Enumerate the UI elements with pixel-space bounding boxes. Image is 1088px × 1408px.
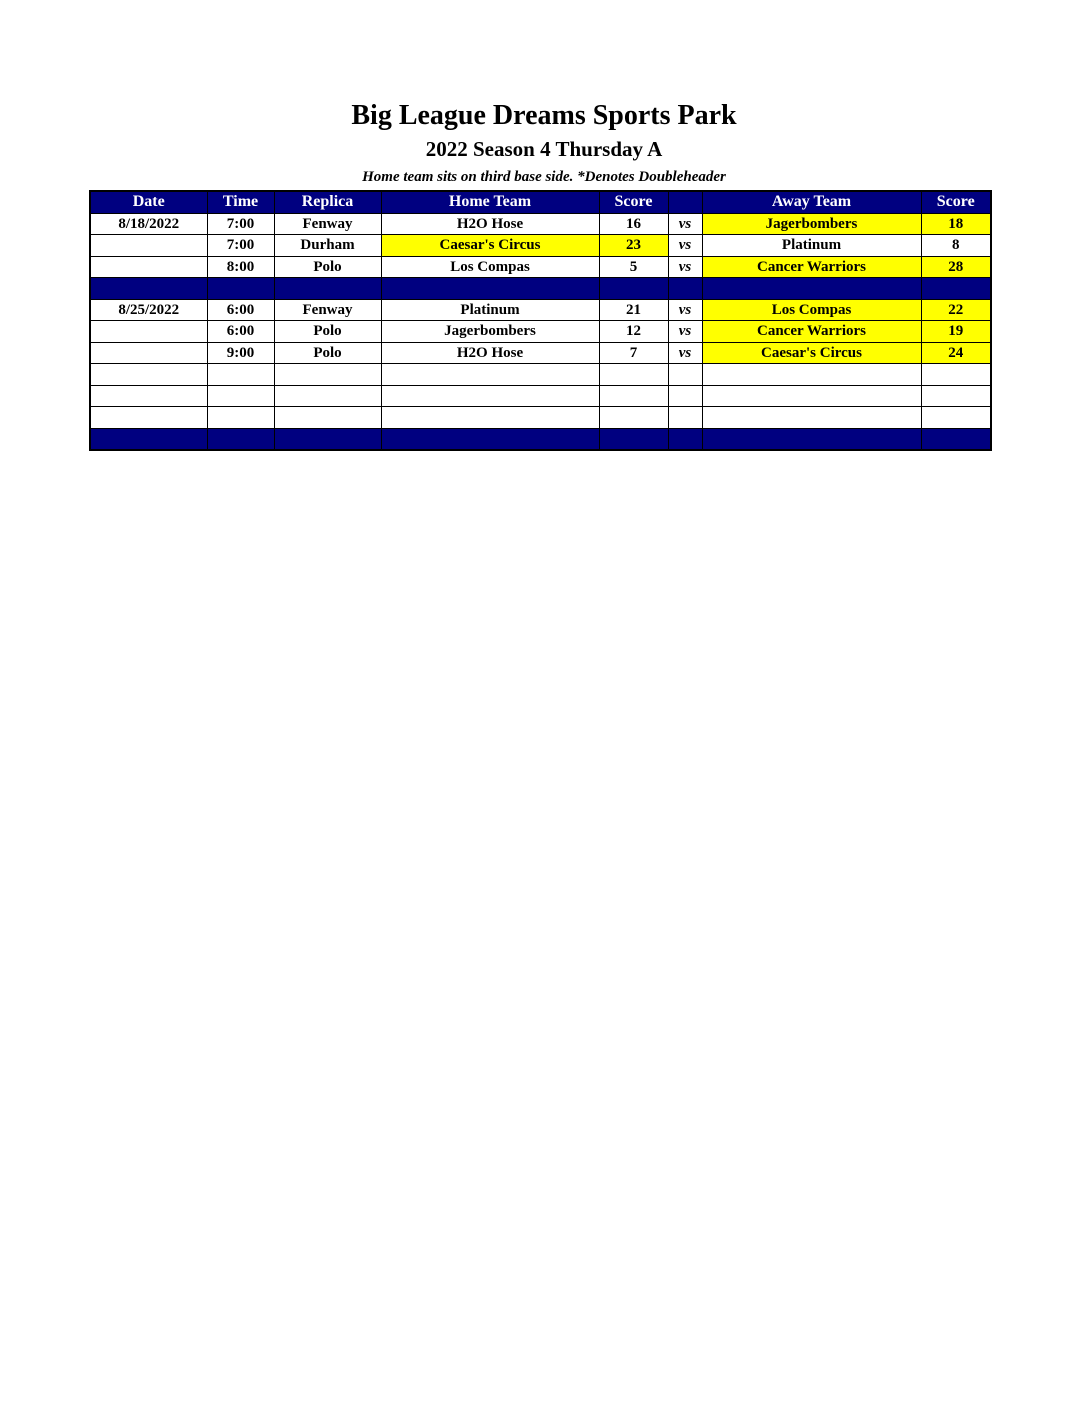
header-home-score: Score (599, 191, 668, 213)
cell-replica: Durham (274, 235, 381, 257)
page-subtitle: 2022 Season 4 Thursday A (425, 137, 663, 161)
cell-replica: Polo (274, 321, 381, 343)
schedule-table (89, 190, 992, 451)
cell-date: 8/25/2022 (90, 299, 207, 321)
cell-home-score: 23 (599, 235, 668, 257)
cell-home-team: H2O Hose (381, 342, 599, 364)
cell-time: 6:00 (207, 299, 274, 321)
table-row (90, 256, 991, 278)
table-row (90, 321, 991, 343)
schedule-note: Home team sits on third base side. *Denotes Doubleheader (362, 169, 726, 185)
cell-time: 7:00 (207, 235, 274, 257)
table-header-row (90, 191, 991, 213)
cell-replica: Polo (274, 342, 381, 364)
cell-away-team: Los Compas (702, 299, 921, 321)
cell-home-score: 7 (599, 342, 668, 364)
cell-replica: Polo (274, 256, 381, 278)
cell-date (90, 256, 207, 278)
cell-away-team: Cancer Warriors (702, 256, 921, 278)
cell-vs: vs (668, 213, 702, 235)
cell-home-score: 21 (599, 299, 668, 321)
cell-vs: vs (668, 235, 702, 257)
header-away-team: Away Team (702, 191, 921, 213)
cell-away-score: 22 (921, 299, 991, 321)
cell-away-team: Jagerbombers (702, 213, 921, 235)
table-row (90, 342, 991, 364)
header-replica: Replica (274, 191, 381, 213)
cell-replica: Fenway (274, 213, 381, 235)
cell-home-score: 5 (599, 256, 668, 278)
cell-time: 9:00 (207, 342, 274, 364)
table-row (90, 235, 991, 257)
cell-away-team: Cancer Warriors (702, 321, 921, 343)
week-separator-row (90, 278, 991, 300)
empty-row (90, 407, 991, 429)
cell-date (90, 342, 207, 364)
cell-home-team: H2O Hose (381, 213, 599, 235)
cell-vs: vs (668, 321, 702, 343)
cell-vs: vs (668, 342, 702, 364)
cell-date (90, 235, 207, 257)
cell-vs: vs (668, 256, 702, 278)
cell-away-team: Platinum (702, 235, 921, 257)
cell-replica: Fenway (274, 299, 381, 321)
cell-away-score: 19 (921, 321, 991, 343)
cell-away-score: 28 (921, 256, 991, 278)
cell-time: 6:00 (207, 321, 274, 343)
cell-away-team: Caesar's Circus (702, 342, 921, 364)
cell-time: 7:00 (207, 213, 274, 235)
header-home-team: Home Team (381, 191, 599, 213)
header-away-score: Score (921, 191, 991, 213)
header-time: Time (207, 191, 274, 213)
empty-row (90, 385, 991, 407)
footer-separator-row (90, 428, 991, 450)
empty-row (90, 364, 991, 386)
cell-time: 8:00 (207, 256, 274, 278)
cell-away-score: 8 (921, 235, 991, 257)
cell-date: 8/18/2022 (90, 213, 207, 235)
cell-home-score: 12 (599, 321, 668, 343)
header-date: Date (90, 191, 207, 213)
cell-home-team: Caesar's Circus (381, 235, 599, 257)
header-vs (668, 191, 702, 213)
cell-home-team: Platinum (381, 299, 599, 321)
table-row (90, 299, 991, 321)
cell-vs: vs (668, 299, 702, 321)
cell-home-score: 16 (599, 213, 668, 235)
cell-home-team: Jagerbombers (381, 321, 599, 343)
cell-away-score: 24 (921, 342, 991, 364)
cell-date (90, 321, 207, 343)
cell-home-team: Los Compas (381, 256, 599, 278)
cell-away-score: 18 (921, 213, 991, 235)
page-title: Big League Dreams Sports Park (351, 100, 737, 131)
table-row (90, 213, 991, 235)
